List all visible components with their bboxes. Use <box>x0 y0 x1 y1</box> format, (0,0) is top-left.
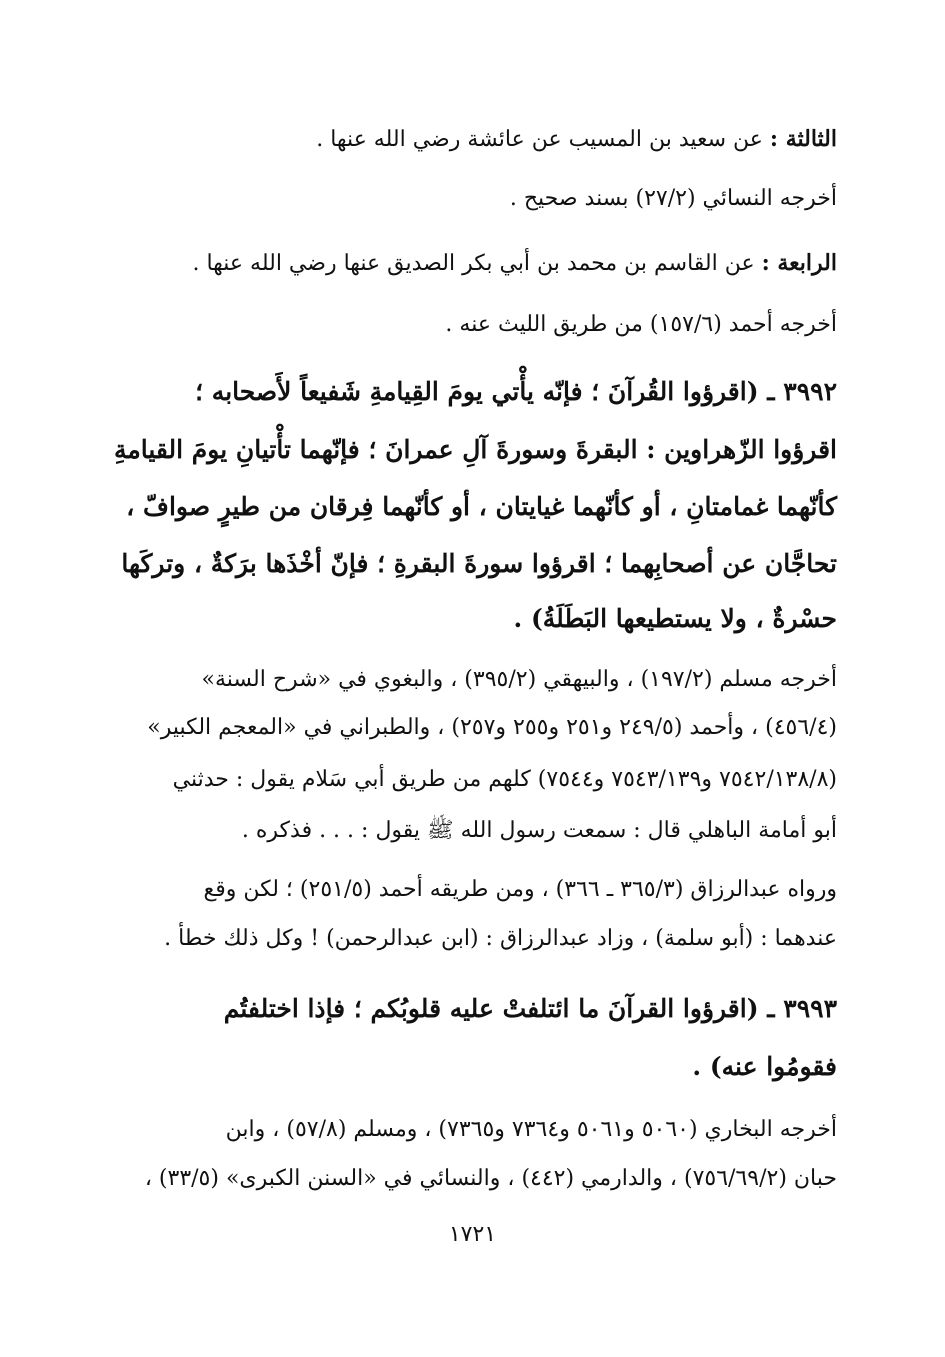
hadith-3992-line: تحاجَّان عن أصحابِهما ؛ اقرؤوا سورةَ البقرةِ ؛ فإنّ أخْذَها برَكةٌ ، وتركَها <box>121 549 837 578</box>
takhrij-3992-line: أخرجه مسلم (١٩٧/٢) ، والبيهقي (٣٩٥/٢) ، والبغوي في «شرح السنة» <box>201 667 837 692</box>
hadith-3992-line: كأنّهما غمامتانِ ، أو كأنّهما غيايتان ، أو كأنّهما فِرقان من طيرٍ صوافّ ، <box>126 492 837 521</box>
takhrij-3993-line: أخرجه البخاري (٥٠٦٠ و٥٠٦١ و٧٣٦٤ و٧٣٦٥) ، ومسلم (٥٧/٨) ، وابن <box>225 1117 837 1142</box>
third-label: الثالثة : <box>769 126 837 152</box>
takhrij-3992-line: (٤٥٦/٤) ، وأحمد (٢٤٩/٥ و٢٥١ و٢٥٥ و٢٥٧) ، والطبراني في «المعجم الكبير» <box>147 715 837 740</box>
takhrij-3993-line: حبان (٧٥٦/٦٩/٢) ، والدارمي (٤٤٢) ، والنسائي في «السنن الكبرى» (٣٣/٥) ، <box>144 1166 837 1191</box>
third-text: عن سعيد بن المسيب عن عائشة رضي الله عنها . <box>316 127 770 152</box>
takhrij-3992-line: عندهما : (أبو سلمة) ، وزاد عبدالرزاق : (ابن عبدالرحمن) ! وكل ذلك خطأ . <box>164 926 837 951</box>
takhrij-3992-line: أبو أمامة الباهلي قال : سمعت رسول الله ﷺ يقول : . . . فذكره . <box>241 818 837 843</box>
hadith-3993-line: ٣٩٩٣ ـ (اقرؤوا القرآنَ ما ائتلفتْ عليه قلوبُكم ؛ فإذا اختلفتُم <box>223 994 837 1023</box>
fourth-source-line: أخرجه أحمد (١٥٧/٦) من طريق الليث عنه . <box>445 312 837 337</box>
hadith-3992-line: اقرؤوا الزّهراوين : البقرةَ وسورةَ آلِ عمرانَ ؛ فإنّهما تأْتيانِ يومَ القيامةِ <box>113 435 837 464</box>
third-source-line: أخرجه النسائي (٢٧/٢) بسند صحيح . <box>509 186 837 211</box>
fourth-text: عن القاسم بن محمد بن أبي بكر الصديق عنها رضي الله عنها . <box>192 251 762 276</box>
hadith-3992-line: حسْرةٌ ، ولا يستطيعها البَطَلَةُ) . <box>513 604 837 633</box>
page-number: ١٧٢١ <box>448 1222 497 1247</box>
fourth-narration-line <box>192 250 837 276</box>
takhrij-3992-line: (٧٥٤٢/١٣٨/٨ و٧٥٤٣/١٣٩ و٧٥٤٤) كلهم من طريق أبي سَلام يقول : حدثني <box>172 767 837 792</box>
third-narration-line <box>316 126 837 152</box>
takhrij-3992-line: ورواه عبدالرزاق (٣٦٥/٣ ـ ٣٦٦) ، ومن طريقه أحمد (٢٥١/٥) ؛ لكن وقع <box>203 877 837 902</box>
fourth-label: الرابعة : <box>761 250 837 276</box>
hadith-3993-line: فقومُوا عنه) . <box>692 1052 837 1081</box>
hadith-3992-line: ٣٩٩٢ ـ (اقرؤوا القُرآنَ ؛ فإنّه يأْتي يومَ القِيامةِ شَفيعاً لأَصحابه ؛ <box>195 377 837 406</box>
